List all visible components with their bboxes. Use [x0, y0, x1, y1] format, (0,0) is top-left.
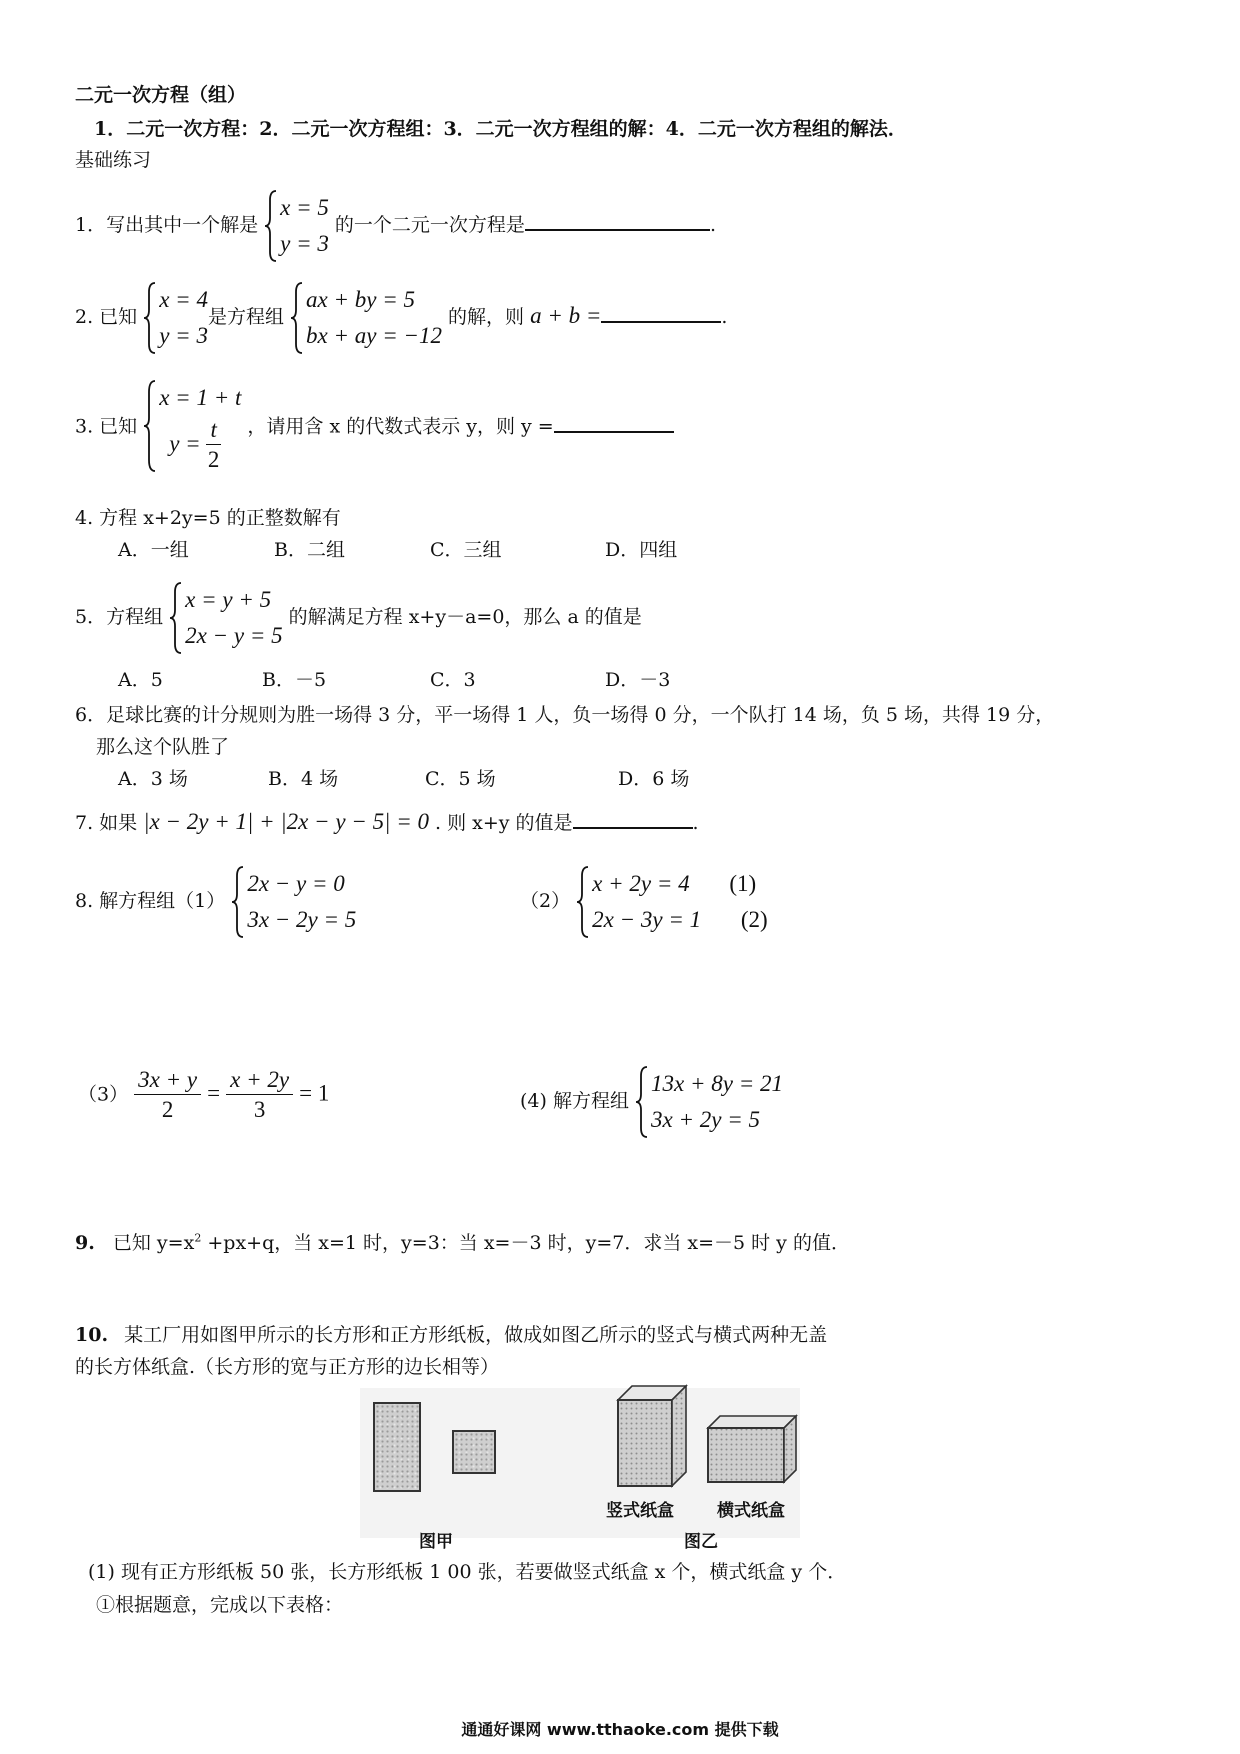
q8-p1-eq-1: 2x − y = 0: [247, 871, 345, 896]
q8-p3-tail: = 1: [299, 1080, 330, 1106]
q9-superscript: 2: [194, 1231, 202, 1245]
question-1: [75, 190, 716, 262]
q8-p3-num-1: 3x + y: [134, 1066, 201, 1095]
topics-line: 1．二元一次方程：2．二元一次方程组：3．二元一次方程组的解：4．二元一次方程组的解法．: [94, 118, 907, 140]
q8-p1-system: [231, 866, 356, 938]
horizontal-box-label: 横式纸盒: [717, 1501, 785, 1521]
q8-p2-row-1: [592, 866, 768, 902]
rectangle-board-figure: [373, 1402, 421, 1492]
q5-option-c[interactable]: C．3: [430, 669, 476, 691]
q7-answer-blank[interactable]: [573, 809, 693, 829]
q1-system: [264, 190, 329, 262]
q1-prefix: 1．写出其中一个解是: [75, 214, 259, 236]
brace-icon: [231, 866, 245, 938]
q8-p3-fraction-2: [226, 1066, 293, 1125]
horizontal-box-icon: [700, 1408, 800, 1488]
q10-subquestion-1: (1) 现有正方形纸板 50 张，长方形纸板 1 00 张，若要做竖式纸盒 x 个，横式纸盒 y 个．: [88, 1561, 847, 1583]
page-title: 二元一次方程（组）: [75, 84, 247, 106]
q8-p3-num-2: x + 2y: [226, 1066, 293, 1095]
q2-mid: 是方程组: [207, 306, 284, 328]
q3-fraction-den: 2: [207, 447, 220, 472]
q9-text-b: +px+q，当 x=1 时，y=3：当 x=－3 时，y=7．求当 x=－5 时 y 的值．: [207, 1232, 850, 1254]
question-8-part-3: [78, 1066, 329, 1125]
question-8-part-1: [75, 866, 356, 938]
vertical-box-icon: [610, 1382, 690, 1492]
question-8-part-4: [520, 1066, 783, 1138]
figure-a-caption: 图甲: [419, 1532, 453, 1552]
q8-p4-system: [635, 1066, 783, 1138]
q5-system: [169, 582, 282, 654]
q2-system: [290, 282, 442, 354]
q8-p2-eq-1: x + 2y = 4: [592, 871, 690, 896]
q4-option-a[interactable]: A．一组: [118, 539, 189, 561]
q8-p2-eq-2: 2x − 3y = 1: [592, 907, 702, 932]
q2-eq-2: bx + ay = −12: [306, 323, 442, 348]
question-10-line-1: [75, 1320, 827, 1347]
q5-prefix: 5．方程组: [75, 606, 164, 628]
q6-option-a[interactable]: A．3 场: [118, 768, 188, 790]
q3-fraction: [206, 416, 220, 475]
q2-sol-row-1: x = 4: [159, 287, 208, 312]
q8-p3-fraction-1: [134, 1066, 201, 1125]
q2-end: .: [721, 306, 728, 328]
q8-p2-row-2: [592, 902, 768, 938]
q8-p4-eq-2: 3x + 2y = 5: [651, 1107, 760, 1132]
q7-expression: |x − 2y + 1| + |2x − y − 5| = 0: [143, 809, 429, 834]
question-8-part-2: [520, 866, 768, 938]
brace-icon: [635, 1066, 649, 1138]
brace-icon: [264, 190, 278, 262]
question-5: [75, 582, 642, 654]
brace-icon: [576, 866, 590, 938]
q8-p3-den-1: 2: [161, 1097, 174, 1122]
q5-eq-1: x = y + 5: [185, 587, 272, 612]
q3-system: [143, 380, 241, 475]
vertical-box-label: 竖式纸盒: [606, 1501, 674, 1521]
brace-icon: [143, 282, 157, 354]
q2-prefix: 2. 已知: [75, 306, 138, 328]
square-board-figure: [452, 1430, 496, 1474]
q7-suffix: . 则 x+y 的值是: [435, 812, 573, 834]
brace-icon: [169, 582, 183, 654]
q9-number: 9.: [75, 1232, 95, 1254]
q7-end: .: [692, 812, 699, 834]
q5-eq-2: 2x − y = 5: [185, 623, 283, 648]
q6-option-b[interactable]: B．4 场: [268, 768, 339, 790]
q2-suffix: 的解，则: [448, 306, 525, 328]
question-10-line-2: 的长方体纸盒.（长方形的宽与正方形的边长相等）: [75, 1356, 500, 1378]
q3-prefix: 3. 已知: [75, 415, 138, 438]
q4-option-c[interactable]: C．三组: [430, 539, 502, 561]
q1-end: .: [709, 214, 716, 236]
q2-solution: [143, 282, 208, 354]
q3-suffix: ，请用含 x 的代数式表示 y，则 y =: [247, 415, 554, 438]
q5-option-d[interactable]: D．－3: [605, 669, 671, 691]
question-2: [75, 282, 727, 354]
q8-p2-tag-1: (1): [729, 871, 757, 896]
q1-row-1: x = 5: [280, 195, 329, 220]
q3-row-2: [159, 416, 241, 475]
question-6-line-1: 6．足球比赛的计分规则为胜一场得 3 分，平一场得 1 人，负一场得 0 分，一个队打 14 场，负 5 场，共得 19 分，: [75, 704, 1055, 726]
q8-p1-eq-2: 3x − 2y = 5: [247, 907, 357, 932]
q3-row-2-lhs: y =: [169, 430, 201, 456]
q8-p4-eq-1: 13x + 8y = 21: [651, 1071, 783, 1096]
q8-prefix: 8. 解方程组（1）: [75, 890, 226, 912]
q3-row-1: x = 1 + t: [159, 385, 242, 410]
q3-fraction-num: t: [206, 416, 220, 445]
page-footer: 通通好课网 www.tthaoke.com 提供下载: [461, 1720, 779, 1739]
q8-p2-label: （2）: [520, 890, 571, 912]
q10-number: 10.: [75, 1324, 109, 1346]
q2-answer-blank[interactable]: [601, 303, 721, 323]
q2-sol-row-2: y = 3: [159, 323, 208, 348]
q4-option-d[interactable]: D．四组: [605, 539, 678, 561]
q10-subquestion-1a: ①根据题意，完成以下表格：: [96, 1594, 344, 1616]
q10-line-1-text: 某工厂用如图甲所示的长方形和正方形纸板，做成如图乙所示的竖式与横式两种无盖: [124, 1324, 828, 1346]
q5-suffix: 的解满足方程 x+y－a=0，那么 a 的值是: [288, 606, 642, 628]
q8-p2-tag-2: (2): [740, 907, 768, 932]
q5-option-a[interactable]: A．5: [118, 669, 163, 691]
question-6-line-2: 那么这个队胜了: [96, 736, 230, 758]
question-7: [75, 808, 699, 835]
q3-answer-blank[interactable]: [554, 413, 674, 433]
q1-suffix: 的一个二元一次方程是: [334, 214, 525, 236]
q4-option-b[interactable]: B．二组: [274, 539, 345, 561]
q2-expression: a + b =: [530, 303, 602, 328]
q8-p4-label: (4) 解方程组: [520, 1090, 629, 1112]
question-3: [75, 380, 674, 475]
q9-text-a: 已知 y=x: [112, 1232, 195, 1254]
figure-b-caption: 图乙: [684, 1532, 718, 1552]
q7-prefix: 7. 如果: [75, 812, 138, 834]
q6-option-d[interactable]: D．6 场: [618, 768, 690, 790]
q8-p2-system: [576, 866, 768, 938]
q8-p3-label: （3）: [78, 1083, 129, 1106]
section-heading: 基础练习: [75, 149, 152, 171]
q2-eq-1: ax + by = 5: [306, 287, 415, 312]
q5-option-b[interactable]: B．－5: [262, 669, 327, 691]
question-9: [75, 1228, 850, 1255]
q1-row-2: y = 3: [280, 231, 329, 256]
brace-icon: [290, 282, 304, 354]
q8-p3-equals: =: [207, 1080, 221, 1106]
q8-p3-den-2: 3: [253, 1097, 266, 1122]
q6-option-c[interactable]: C．5 场: [425, 768, 496, 790]
question-4-stem: 4. 方程 x+2y=5 的正整数解有: [75, 507, 341, 529]
brace-icon: [143, 380, 157, 472]
q1-answer-blank[interactable]: [525, 211, 710, 231]
